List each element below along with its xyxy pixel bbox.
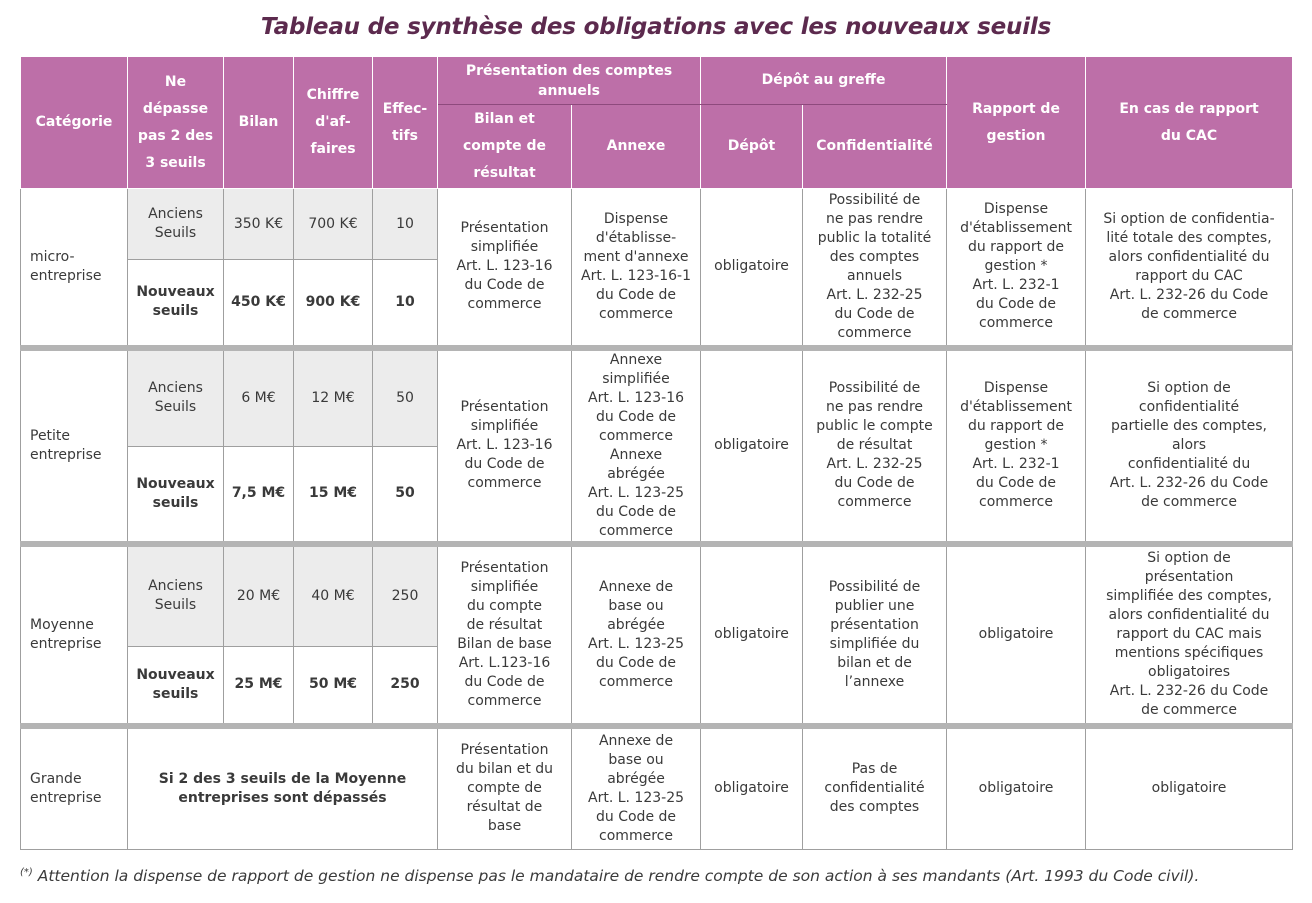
confidentialite-cell: Possibilité de ne pas rendre public le compte de résultat Art. L. 232-25 du Code de commerce (803, 348, 947, 544)
threshold-label-cell: Anciens Seuils (128, 189, 224, 260)
table-body (21, 189, 1293, 850)
bilan-cell: 6 M€ (224, 348, 294, 447)
table-row (21, 348, 1293, 447)
effectifs-cell: 10 (373, 189, 438, 260)
annexe-cell: Dispense d'établisse- ment d'annexe Art. L. 123-16-1 du Code de commerce (572, 189, 701, 348)
rapport-gestion-cell: Dispense d'établissement du rapport de gestion * Art. L. 232-1 du Code de commerce (947, 189, 1086, 348)
bilan-cell: 25 M€ (224, 647, 294, 726)
grande-seuils-cell: Si 2 des 3 seuils de la Moyenne entreprises sont dépassés (128, 726, 438, 850)
ca-cell: 700 K€ (294, 189, 373, 260)
ca-cell: 15 M€ (294, 447, 373, 544)
header-confidentialite: Confidentialité (803, 105, 947, 189)
page-title: Tableau de synthèse des obligations avec les nouveaux seuils (260, 14, 1052, 40)
effectifs-cell: 50 (373, 447, 438, 544)
annexe-cell: Annexe de base ou abrégée Art. L. 123-25 du Code de commerce (572, 544, 701, 726)
table-row (21, 544, 1293, 647)
ca-cell: 40 M€ (294, 544, 373, 647)
footnote (20, 867, 1292, 885)
annexe-cell: Annexe de base ou abrégée Art. L. 123-25 du Code de commerce (572, 726, 701, 850)
rapport-gestion-cell: Dispense d'établissement du rapport de gestion * Art. L. 232-1 du Code de commerce (947, 348, 1086, 544)
depot-cell: obligatoire (701, 544, 803, 726)
table-row (21, 726, 1293, 850)
bilan-cell: 20 M€ (224, 544, 294, 647)
bilan-cell: 450 K€ (224, 260, 294, 348)
threshold-label-cell: Nouveaux seuils (128, 647, 224, 726)
rapport-gestion-cell: obligatoire (947, 544, 1086, 726)
threshold-label-cell: Nouveaux seuils (128, 447, 224, 544)
header-effectifs: Effec- tifs (373, 57, 438, 189)
rapport-gestion-cell: obligatoire (947, 726, 1086, 850)
category-cell: micro- entreprise (21, 189, 128, 348)
threshold-label-cell: Anciens Seuils (128, 544, 224, 647)
depot-cell: obligatoire (701, 189, 803, 348)
synthesis-table (20, 56, 1293, 850)
confidentialite-cell: Pas de confidentialité des comptes (803, 726, 947, 850)
annexe-cell: Annexe simplifiée Art. L. 123-16 du Code de commerce Annexe abrégée Art. L. 123-25 du Code de commerce (572, 348, 701, 544)
rapport-cac-cell: Si option de confidentialité partielle des comptes, alors confidentialité du Art. L. 232-26 du Code de commerce (1086, 348, 1293, 544)
header-depot: Dépôt (701, 105, 803, 189)
confidentialite-cell: Possibilité de publier une présentation simplifiée du bilan et de l’annexe (803, 544, 947, 726)
header-bilan-compte-resultat: Bilan et compte de résultat (438, 105, 572, 189)
rapport-cac-cell: Si option de confidentia- lité totale des comptes, alors confidentialité du rapport du CAC Art. L. 232-26 du Code de commerce (1086, 189, 1293, 348)
header-rapport-cac: En cas de rapport du CAC (1086, 57, 1293, 189)
bilan-cell: 350 K€ (224, 189, 294, 260)
header-categorie: Catégorie (21, 57, 128, 189)
effectifs-cell: 50 (373, 348, 438, 447)
ca-cell: 12 M€ (294, 348, 373, 447)
presentation-cell: Présentation simplifiée Art. L. 123-16 du Code de commerce (438, 348, 572, 544)
presentation-cell: Présentation simplifiée Art. L. 123-16 du Code de commerce (438, 189, 572, 348)
header-depot-greffe: Dépôt au greffe (701, 57, 947, 105)
threshold-label-cell: Anciens Seuils (128, 348, 224, 447)
threshold-label-cell: Nouveaux seuils (128, 260, 224, 348)
header-rapport-gestion: Rapport de gestion (947, 57, 1086, 189)
depot-cell: obligatoire (701, 726, 803, 850)
ca-cell: 50 M€ (294, 647, 373, 726)
category-cell: Grande entreprise (21, 726, 128, 850)
presentation-cell: Présentation simplifiée du compte de résultat Bilan de base Art. L.123-16 du Code de commerce (438, 544, 572, 726)
table-row (21, 189, 1293, 260)
header-chiffre-affaires: Chiffre d'af- faires (294, 57, 373, 189)
footnote-text: Attention la dispense de rapport de gestion ne dispense pas le mandataire de rendre compte de son action à ses mandants (Art. 1993 du Code civil). (32, 867, 1200, 885)
header-presentation-comptes: Présentation des comptes annuels (438, 57, 701, 105)
confidentialite-cell: Possibilité de ne pas rendre public la totalité des comptes annuels Art. L. 232-25 du Code de commerce (803, 189, 947, 348)
depot-cell: obligatoire (701, 348, 803, 544)
footnote-mark: (*) (20, 867, 33, 878)
ca-cell: 900 K€ (294, 260, 373, 348)
bilan-cell: 7,5 M€ (224, 447, 294, 544)
rapport-cac-cell: Si option de présentation simplifiée des comptes, alors confidentialité du rapport du CAC mais mentions spécifiques obligatoires Art. L. 232-26 du Code de commerce (1086, 544, 1293, 726)
effectifs-cell: 250 (373, 544, 438, 647)
category-cell: Petite entreprise (21, 348, 128, 544)
presentation-cell: Présentation du bilan et du compte de résultat de base (438, 726, 572, 850)
effectifs-cell: 10 (373, 260, 438, 348)
header-bilan: Bilan (224, 57, 294, 189)
header-annexe: Annexe (572, 105, 701, 189)
effectifs-cell: 250 (373, 647, 438, 726)
header-ne-depasse: Ne dépasse pas 2 des 3 seuils (128, 57, 224, 189)
category-cell: Moyenne entreprise (21, 544, 128, 726)
table-header (21, 57, 1293, 189)
rapport-cac-cell: obligatoire (1086, 726, 1293, 850)
